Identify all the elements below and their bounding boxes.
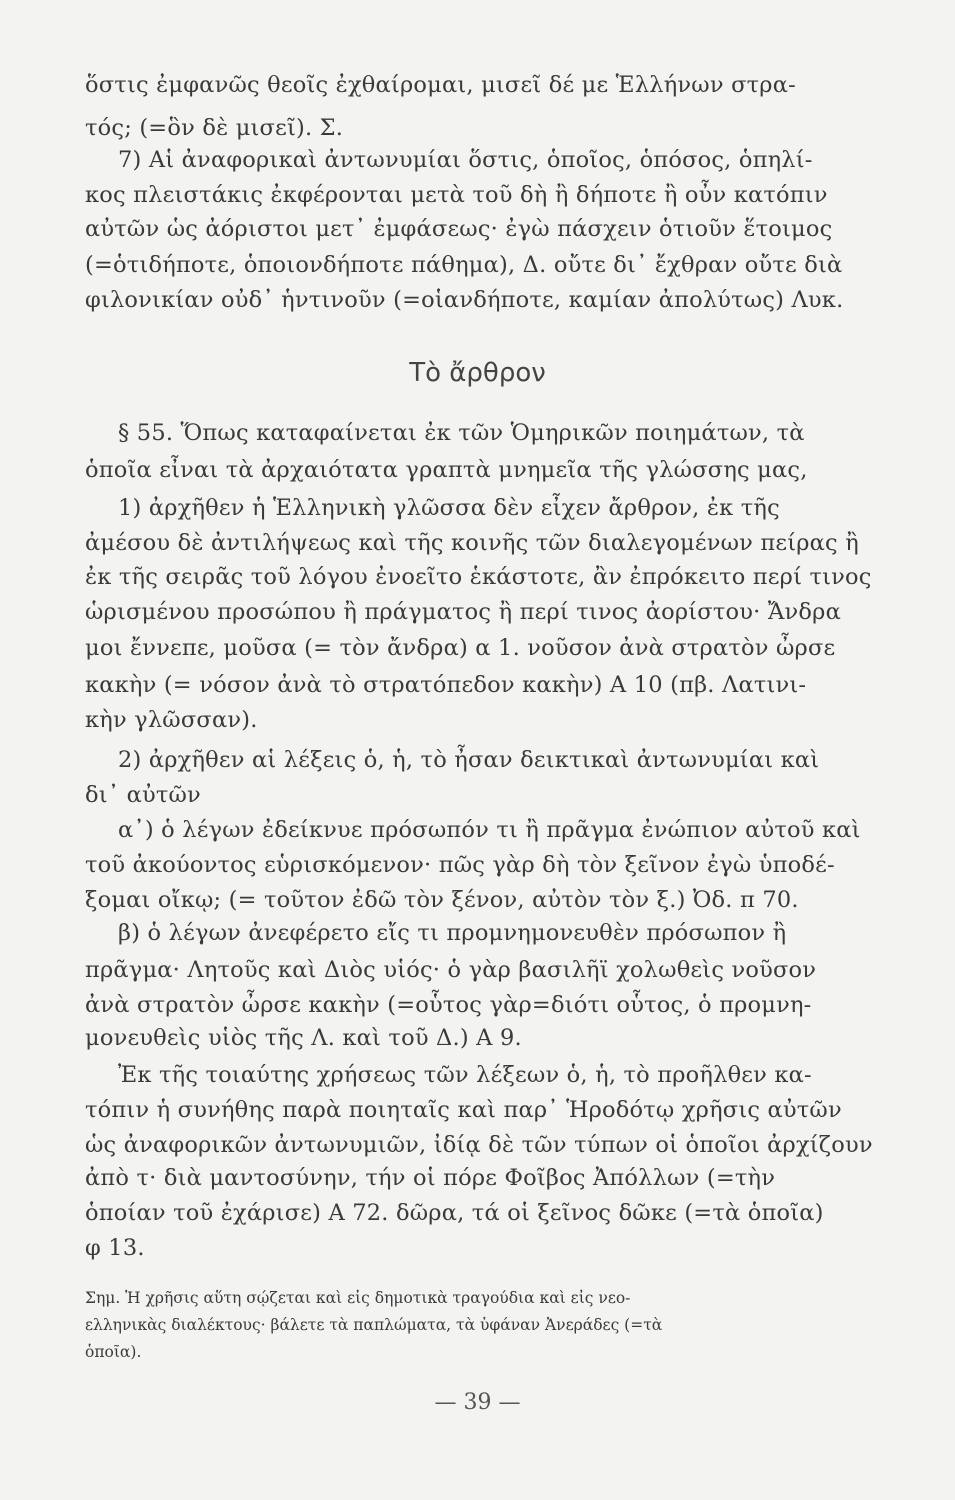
text-line: τοῦ ἀκούοντος εὑρισκόμενον· πῶς γὰρ δὴ τὸν ξεῖνον ἐγὼ ὑποδέ- — [85, 852, 835, 878]
text-line: αὐτῶν ὡς ἀόριστοι μετ᾽ ἐμφάσεως· ἐγὼ πάσχειν ὁτιοῦν ἕτοιμος — [85, 216, 833, 242]
footnote-line: Σημ. Ἡ χρῆσις αὕτη σῴζεται καὶ εἰς δημοτικὰ τραγούδια καὶ εἰς νεο- — [85, 1289, 631, 1307]
text-line: τόπιν ἡ συνήθης παρὰ ποιηταῖς καὶ παρ᾽ Ἡροδότῳ χρῆσις αὐτῶν — [85, 1097, 842, 1123]
page-number: — 39 — — [434, 1390, 521, 1415]
text-line: ὁποίαν τοῦ ἐχάρισε) Α 72. δῶρα, τά οἱ ξεῖνος δῶκε (=τὰ ὁποῖα) — [85, 1200, 824, 1226]
text-line: κὴν γλῶσσαν). — [85, 707, 258, 733]
text-line: 2) ἀρχῆθεν αἱ λέξεις ὁ, ἡ, τὸ ἦσαν δεικτικαὶ ἀντωνυμίαι καὶ — [118, 747, 820, 773]
text-line: κος πλειστάκις ἐκφέρονται μετὰ τοῦ δὴ ἢ δήποτε ἢ οὖν κατόπιν — [85, 182, 828, 208]
text-line: ὁποῖα εἶναι τὰ ἀρχαιότατα γραπτὰ μνημεῖα τῆς γλώσσης μας, — [85, 457, 808, 483]
text-line: μοι ἔννεπε, μοῦσα (= τὸν ἄνδρα) α 1. νοῦσον ἀνὰ στρατὸν ὦρσε — [85, 635, 836, 661]
text-line: (=ὁτιδήποτε, ὁποιονδήποτε πάθημα), Δ. οὔτε δι᾽ ἔχθραν οὔτε διὰ — [85, 252, 843, 278]
text-line: πρᾶγμα· Λητοῦς καὶ Διὸς υἱός· ὁ γὰρ βασιλῆϊ χολωθεὶς νοῦσον — [85, 957, 817, 983]
text-line: κακὴν (= νόσον ἀνὰ τὸ στρατόπεδον κακὴν) Α 10 (πβ. Λατινι- — [85, 672, 807, 698]
text-line: β) ὁ λέγων ἀνεφέρετο εἴς τι προμνημονευθὲν πρόσωπον ἢ — [118, 920, 787, 946]
text-line: ὡρισμένου προσώπου ἢ πράγματος ἢ περί τινος ἀορίστου· Ἄνδρα — [85, 599, 841, 625]
text-line: μονευθεὶς υἱὸς τῆς Λ. καὶ τοῦ Δ.) Α 9. — [85, 1025, 522, 1051]
text-line: φ 13. — [85, 1235, 145, 1261]
text-line: ξομαι οἴκῳ; (= τοῦτον ἐδῶ τὸν ξένον, αὐτὸν τὸν ξ.) Ὀδ. π 70. — [85, 887, 799, 913]
text-line: α᾽) ὁ λέγων ἐδείκνυε πρόσωπόν τι ἢ πρᾶγμα ἐνώπιον αὐτοῦ καὶ — [118, 817, 861, 843]
footnote-line: ελληνικὰς διαλέκτους· βάλετε τὰ παπλώματα, τὰ ὑφάναν Ἀνεράδες (=τὰ — [85, 1316, 663, 1334]
text-line: ἐκ τῆς σειρᾶς τοῦ λόγου ἐνοεῖτο ἑκάστοτε, ἂν ἐπρόκειτο περί τινος — [85, 564, 872, 590]
text-line: 7) Αἱ ἀναφορικαὶ ἀντωνυμίαι ὅστις, ὁποῖος, ὁπόσος, ὁπηλί- — [118, 147, 813, 173]
text-line: Ἐκ τῆς τοιαύτης χρήσεως τῶν λέξεων ὁ, ἡ, τὸ προῆλθεν κα- — [118, 1062, 812, 1088]
text-line: τός; (=ὃν δὲ μισεῖ). Σ. — [85, 115, 344, 141]
text-line: ἀπὸ τ· διὰ μαντοσύνην, τήν οἱ πόρε Φοῖβος Ἀπόλλων (=τὴν — [85, 1165, 776, 1191]
text-line: ἀνὰ στρατὸν ὦρσε κακὴν (=οὗτος γὰρ=διότι οὗτος, ὁ προμνη- — [85, 992, 812, 1018]
text-line: φιλονικίαν οὐδ᾽ ἡντινοῦν (=οἱανδήποτε, καμίαν ἀπολύτως) Λυκ. — [85, 287, 844, 313]
section-title: Τὸ ἄρθρον — [409, 358, 546, 388]
text-line: § 55. Ὅπως καταφαίνεται ἐκ τῶν Ὁμηρικῶν ποιημάτων, τὰ — [118, 420, 805, 446]
text-line: 1) ἀρχῆθεν ἡ Ἑλληνικὴ γλῶσσα δὲν εἶχεν ἄρθρον, ἐκ τῆς — [118, 495, 780, 521]
text-line: δι᾽ αὐτῶν — [85, 782, 201, 808]
text-line: ὡς ἀναφορικῶν ἀντωνυμιῶν, ἰδίᾳ δὲ τῶν τύπων οἱ ὁποῖοι ἀρχίζουν — [85, 1132, 873, 1158]
text-line: ὅστις ἐμφανῶς θεοῖς ἐχθαίρομαι, μισεῖ δέ με Ἑλλήνων στρα- — [85, 72, 796, 98]
footnote-line: ὁποῖα). — [85, 1343, 142, 1361]
text-line: ἀμέσου δὲ ἀντιλήψεως καὶ τῆς κοινῆς τῶν διαλεγομένων πείρας ἢ — [85, 530, 859, 556]
